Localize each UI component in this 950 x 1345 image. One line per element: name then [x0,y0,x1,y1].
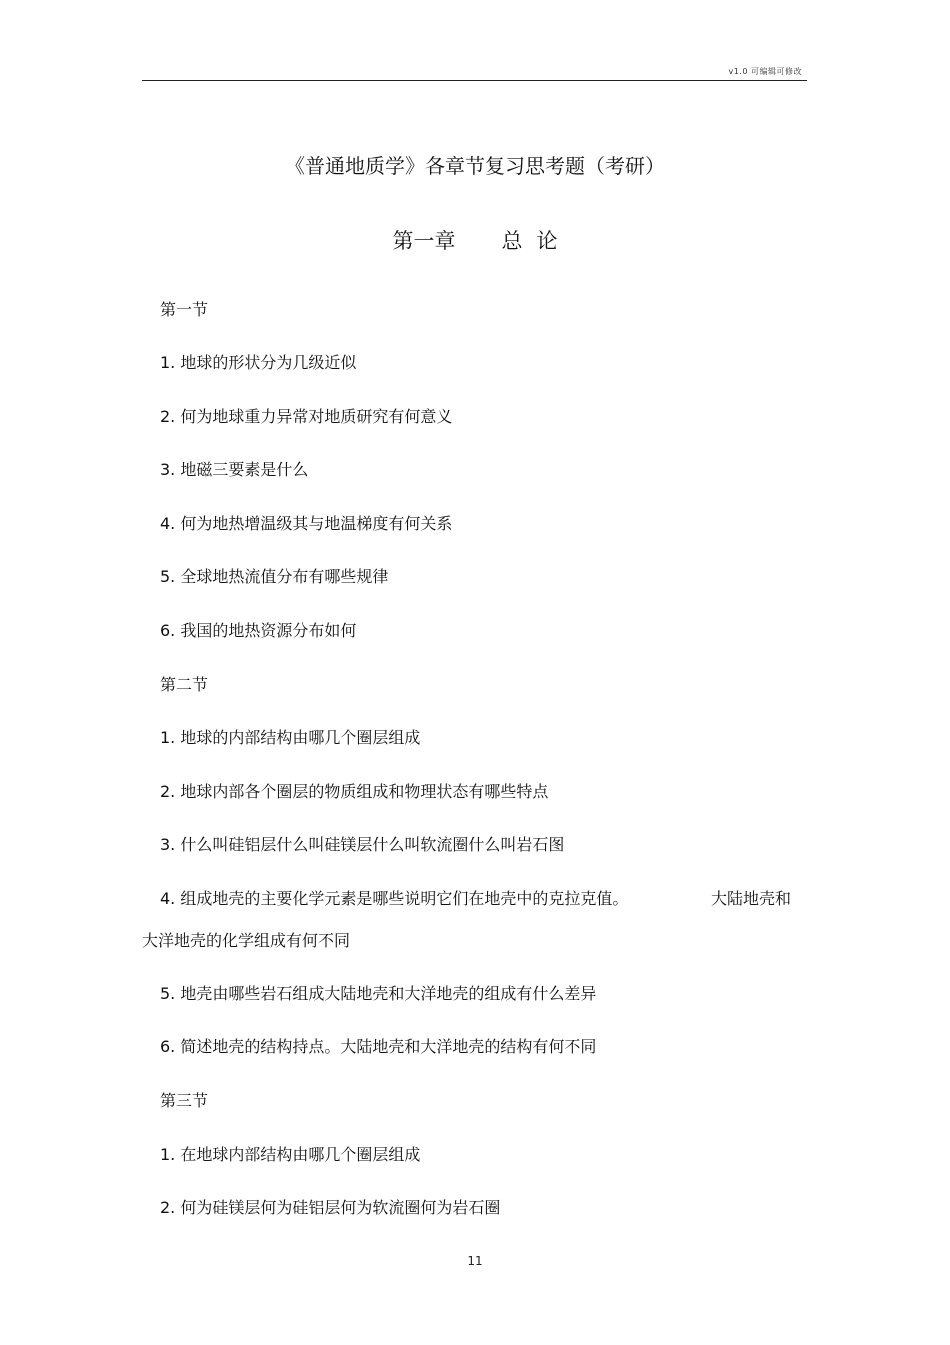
question-3-2: 2. 何为硅镁层何为硅铝层何为软流圈何为岩石圈 [160,1198,501,1217]
question-1-3: 3. 地磁三要素是什么 [160,460,309,479]
chapter-name-part1: 总 [501,229,523,253]
question-2-4-text: 4. 组成地壳的主要化学元素是哪些说明它们在地壳中的克拉克值。 [160,889,629,908]
section-heading-3: 第三节 [160,1091,209,1110]
question-2-4 [160,889,792,909]
question-1-5: 5. 全球地热流值分布有哪些规律 [160,567,389,586]
question-2-2: 2. 地球内部各个圈层的物质组成和物理状态有哪些特点 [160,782,549,801]
version-tag: v1.0 可编辑可修改 [728,67,802,76]
question-1-6: 6. 我国的地热资源分布如何 [160,621,357,640]
page-number: 11 [467,1254,483,1268]
header-divider [142,80,807,81]
chapter-number: 第一章 [392,229,456,253]
question-2-3: 3. 什么叫硅铝层什么叫硅镁层什么叫软流圈什么叫岩石图 [160,835,565,854]
section-heading-1: 第一节 [160,300,209,319]
question-3-1: 1. 在地球内部结构由哪几个圈层组成 [160,1145,421,1164]
question-2-4-tail: 大陆地壳和 [711,889,792,908]
question-2-5: 5. 地壳由哪些岩石组成大陆地壳和大洋地壳的组成有什么差异 [160,984,597,1003]
chapter-heading [0,228,950,254]
question-1-2: 2. 何为地球重力异常对地质研究有何意义 [160,407,453,426]
document-title: 《普通地质学》各章节复习思考题（考研） [285,154,665,178]
question-1-1: 1. 地球的形状分为几级近似 [160,353,357,372]
question-2-6: 6. 简述地壳的结构持点。大陆地壳和大洋地壳的结构有何不同 [160,1037,597,1056]
section-heading-2: 第二节 [160,675,209,694]
chapter-name-part2: 论 [536,229,558,253]
question-2-4-continuation: 大洋地壳的化学组成有何不同 [142,931,351,950]
question-2-1: 1. 地球的内部结构由哪几个圈层组成 [160,728,421,747]
question-1-4: 4. 何为地热增温级其与地温梯度有何关系 [160,514,453,533]
